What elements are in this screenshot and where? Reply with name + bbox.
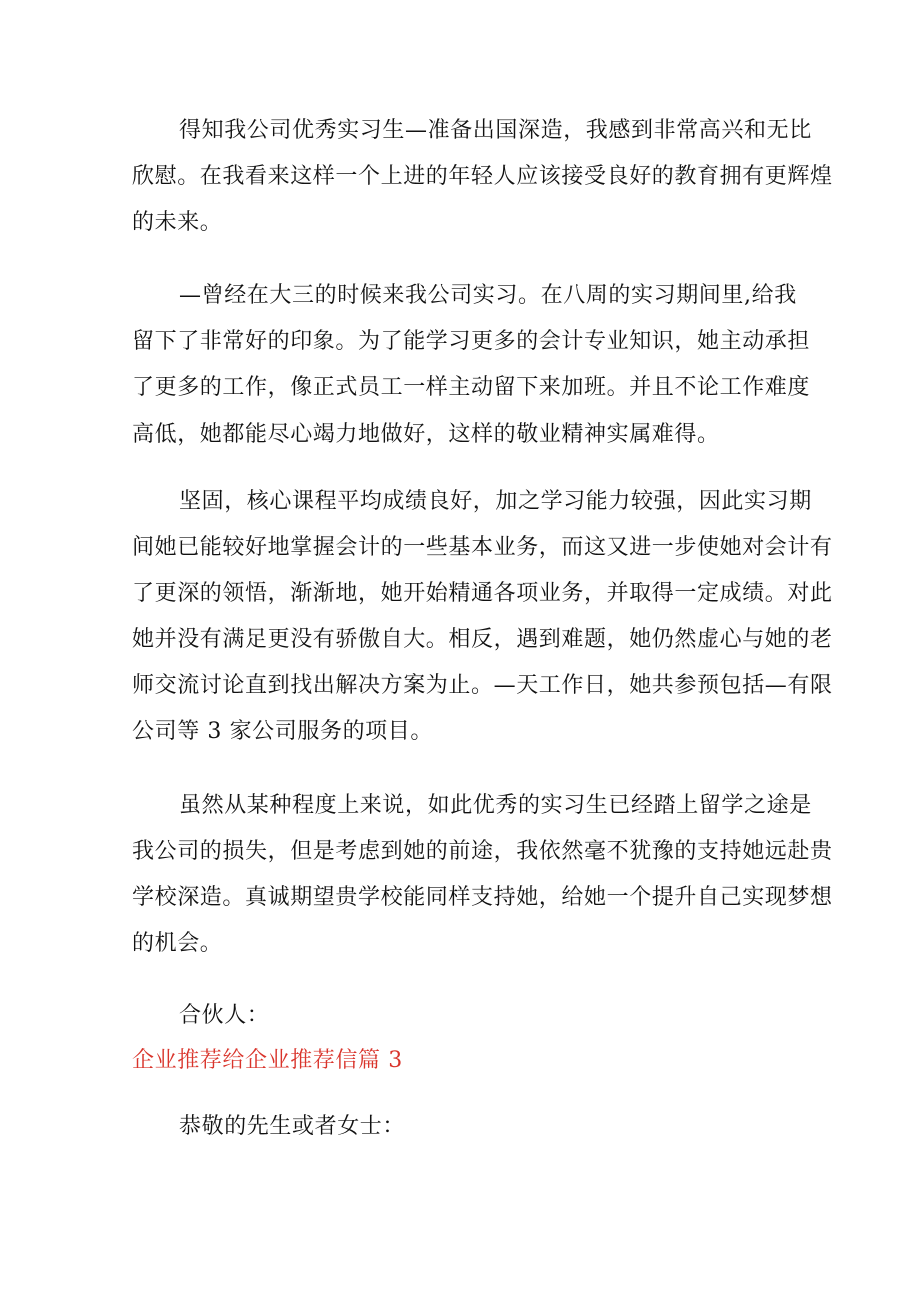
paragraph-line: 学校深造。真诚期望贵学校能同样支持她，给她一个提升自己实现梦想 — [132, 885, 833, 910]
paragraph-line: 了更深的领悟，渐渐地，她开始精通各项业务，并取得一定成绩。对此 — [132, 581, 833, 606]
paragraph-line: 坚固，核心课程平均成绩良好，加之学习能力较强，因此实习期 — [179, 489, 812, 514]
paragraph-line: 高低，她都能尽心竭力地做好，这样的敬业精神实属难得。 — [132, 422, 720, 447]
paragraph-line: 留下了非常好的印象。为了能学习更多的会计专业知识，她主动承担 — [132, 329, 811, 354]
signature-line: 合伙人： — [179, 1003, 270, 1028]
paragraph-line: 间她已能较好地掌握会计的一些基本业务，而这又进一步使她对会计有 — [132, 535, 833, 560]
paragraph-line: 她并没有满足更没有骄傲自大。相反，遇到难题，她仍然虚心与她的老 — [132, 627, 833, 652]
paragraph-line: —曾经在大三的时候来我公司实习。在八周的实习期间里,给我 — [179, 283, 797, 308]
paragraph-line: 欣慰。在我看来这样一个上进的年轻人应该接受良好的教育拥有更辉煌 — [132, 164, 833, 189]
paragraph-line: 的未来。 — [132, 210, 223, 235]
paragraph-line: 得知我公司优秀实习生—准备出国深造，我感到非常高兴和无比 — [179, 118, 812, 143]
paragraph-line: 虽然从某种程度上来说，如此优秀的实习生已经踏上留学之途是 — [179, 793, 812, 818]
paragraph-line: 师交流讨论直到找出解决方案为止。—天工作日，她共参预包括—有限 — [132, 673, 833, 698]
salutation-line: 恭敬的先生或者女士： — [179, 1114, 406, 1139]
paragraph-line: 的机会。 — [132, 931, 223, 956]
section-heading: 企业推荐给企业推荐信篇 3 — [132, 1048, 403, 1073]
paragraph-line: 了更多的工作，像正式员工一样主动留下来加班。并且不论工作难度 — [132, 375, 811, 400]
paragraph-line: 我公司的损失，但是考虑到她的前途，我依然毫不犹豫的支持她远赴贵 — [132, 839, 833, 864]
paragraph-line: 公司等 3 家公司服务的项目。 — [132, 719, 433, 744]
